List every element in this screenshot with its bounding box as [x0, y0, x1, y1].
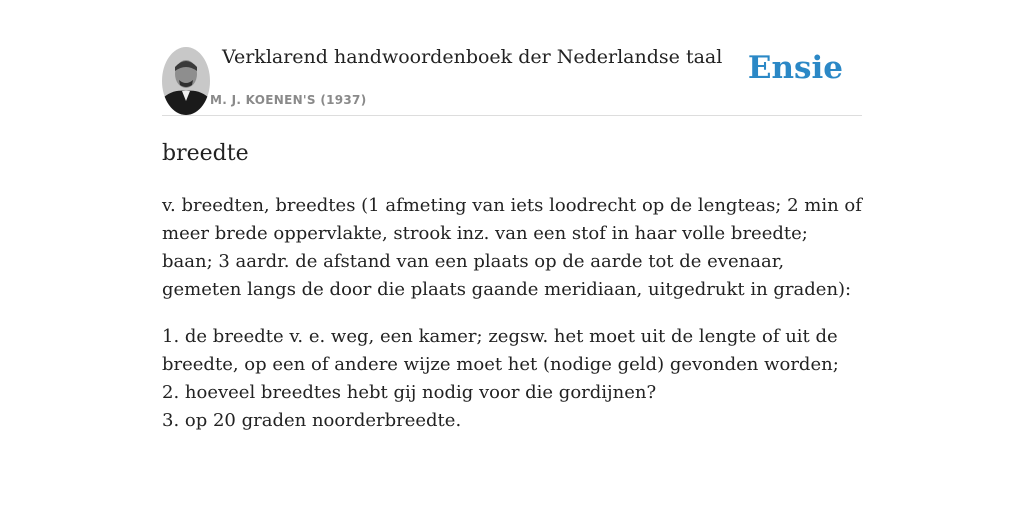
ensie-logo-link[interactable]: Ensie: [747, 50, 843, 86]
book-title: Verklarend handwoordenboek der Nederlandse taal: [222, 46, 723, 68]
definition-text: v. breedten, breedtes (1 afmeting van iets loodrecht op de lengteas; 2 min of meer brede oppervlakte, strook inz. van een stof in haar volle breedte; baan; 3 aardr. de afstand van een plaats op de aarde tot de evenaar, gemeten langs de door die plaats gaande meridiaan, uitgedrukt in graden):: [162, 195, 862, 300]
headword: breedte: [162, 141, 249, 166]
example-item: 3. op 20 graden noorderbreedte.: [162, 410, 462, 431]
header: [162, 0, 862, 116]
example-item: 1. de breedte v. e. weg, een kamer; zegsw. het moet uit de lengte of uit de breedte, op een of andere wijze moet het (nodige geld) gevonden worden;: [162, 326, 839, 375]
examples-list: [162, 323, 862, 435]
content-container: [162, 0, 862, 431]
book-author: M. J. KOENEN'S (1937): [210, 93, 367, 107]
author-portrait: [162, 47, 210, 115]
example-item: 2. hoeveel breedtes hebt gij nodig voor die gordijnen?: [162, 382, 657, 403]
